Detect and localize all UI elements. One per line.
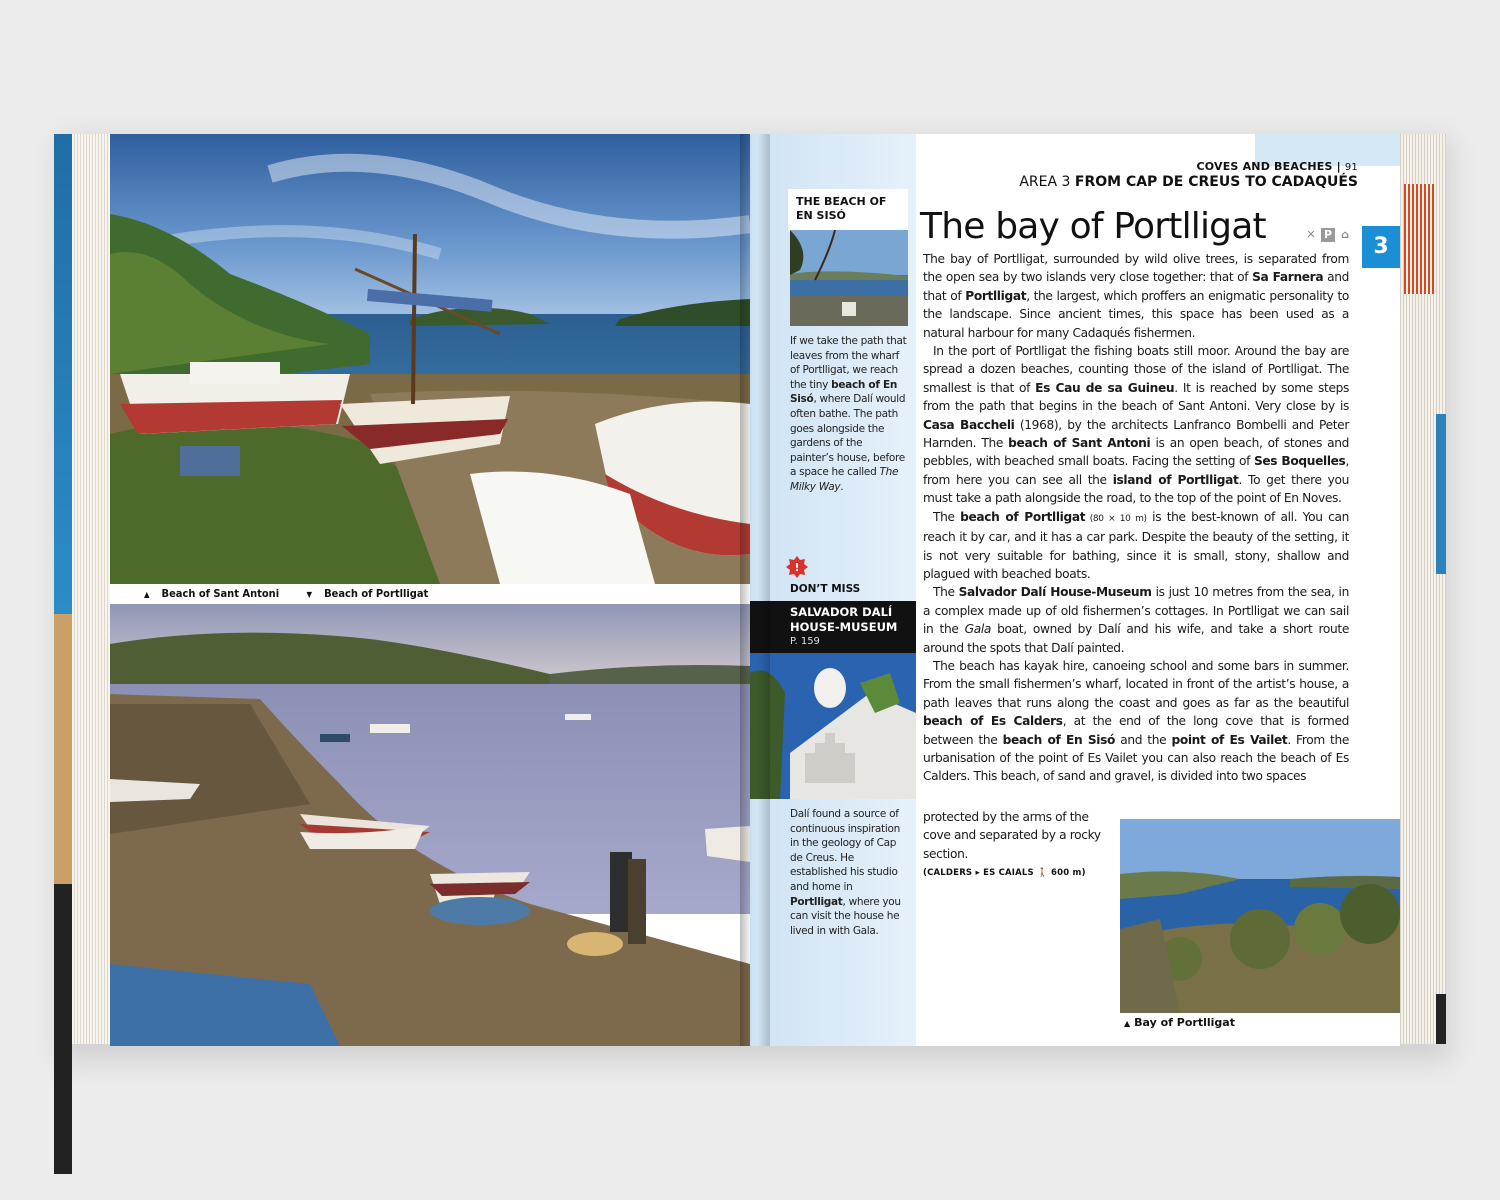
photo-beach-en-siso xyxy=(790,230,908,326)
paragraph-5: The beach has kayak hire, canoeing school and some bars in summer. From the small fishermen’s wharf, located in front of the artist’s house, a path leaves that runs along the coast and goes as far as the beautiful beach of Es Calders, at the end of the long cove that is formed between the beach of En Sisó and the point of Es Vailet. From the urbanisation of the point of Es Vailet you can also reach the beach of Es Calders. This beach, of sand and gravel, is divided into two spaces xyxy=(923,658,1349,784)
up-arrow-icon: ▲ xyxy=(1124,1019,1131,1028)
article-title: The bay of Portlligat xyxy=(920,206,1266,247)
running-header: COVES AND BEACHES | 91 AREA 3 FROM CAP DE CREUS TO CADAQUÉS xyxy=(1019,160,1358,190)
sidebar-note-en-siso: If we take the path that leaves from the wharf of Portlligat, we reach the tiny beach of En Sisó, where Dalí would often bathe. The path goes alongside the gardens of the painter’s house, before a space he called The Milky Way. xyxy=(790,335,907,493)
paragraph-2: In the port of Portlligat the fishing boats still moor. Around the bay are spread a dozen beaches, counting those of the island of Portlligat. The smallest is that of Es Cau de sa Guineu. It is reached by some steps from the path that begins in the beach of Sant Antoni. Very close by is Casa Baccheli (1968), by the architects Lanfranco Bombelli and Peter Harnden. The beach of Sant Antoni is an open beach, of stones and pebbles, with beached small boats. Facing the setting of Ses Boquelles, from here you can see all the island of Portlligat. To get there you must take a path alongside the road, to the top of the point of En Noves. xyxy=(923,344,1350,506)
sidebar-box-title: THE BEACH OF EN SISÓ xyxy=(788,189,908,231)
caption-portlligat: ▼ Beach of Portlligat xyxy=(306,587,429,600)
paragraph-3: The beach of Portlligat (80 × 10 m) is the best-known of all. You can reach it by car, and it has a car park. Despite the beauty of the setting, it is not very suitable for bathing, since it is small, stony, shallow and plagued with beached boats. xyxy=(923,509,1349,581)
dont-miss-title-1: SALVADOR DALÍ xyxy=(790,605,893,619)
svg-text:!: ! xyxy=(794,561,800,574)
page-edges-right xyxy=(1398,134,1446,1044)
left-page xyxy=(110,134,750,1046)
walking-icon: 🚶 xyxy=(1037,868,1048,878)
paragraph-5-tail: protected by the arms of the cove and separated by a rocky section. xyxy=(923,810,1101,861)
sidebar xyxy=(750,134,916,1046)
dont-miss-title-2: HOUSE-MUSEUM xyxy=(790,620,898,634)
area-title: FROM CAP DE CREUS TO CADAQUÉS xyxy=(1074,174,1358,190)
sidebar-note-dali: Dalí found a source of continuous inspiration in the geology of Cap de Creus. He established his studio and home in Portlligat, where you can visit the house he lived in with Gala. xyxy=(790,808,901,937)
photo-bay-of-portlligat xyxy=(1120,819,1400,1013)
route-arrow-icon: ▸ xyxy=(975,868,980,878)
photo-beach-portlligat xyxy=(110,604,750,1046)
page-number: 91 xyxy=(1344,162,1358,173)
service-icons xyxy=(1304,228,1352,242)
dont-miss-page-ref: P. 159 xyxy=(790,636,820,647)
right-page xyxy=(750,134,1400,1046)
caption-bay-of-portlligat: ▲ Bay of Portlligat xyxy=(1124,1016,1235,1029)
section-name: COVES AND BEACHES xyxy=(1196,160,1333,173)
area-tab: 3 xyxy=(1362,226,1400,268)
down-arrow-icon: ▼ xyxy=(306,590,313,599)
photo-dali-house xyxy=(750,653,916,799)
left-captions xyxy=(110,584,750,604)
page-edges-left xyxy=(54,134,112,1044)
close-icon: ✕ xyxy=(1306,228,1316,241)
parking-icon: P xyxy=(1321,228,1335,242)
up-arrow-icon: ▲ xyxy=(144,590,150,599)
dont-miss-box xyxy=(750,601,916,653)
route-info: (CALDERS ▸ ES CAIALS 🚶 600 m) xyxy=(923,868,1086,878)
paragraph-1: The bay of Portlligat, surrounded by wild olive trees, is separated from the open sea by two islands very close together: that of Sa Farnera and that of Portlligat, the largest, which proffers an enigmatic personality to the landscape. Since ancient times, this space has been used as a natural harbour for many Cadaqués fishermen. xyxy=(923,252,1349,340)
dont-miss-badge-icon xyxy=(786,556,808,578)
area-prefix: AREA 3 xyxy=(1019,174,1071,190)
caption-sant-antoni: ▲ Beach of Sant Antoni xyxy=(144,587,280,600)
photo-beach-sant-antoni xyxy=(110,134,750,584)
article-body xyxy=(923,250,1349,786)
paragraph-4: The Salvador Dalí House-Museum is just 10 metres from the sea, in a complex made up of old fishermen’s cottages. In Portlligat we can sail in the Gala boat, owned by Dalí and his wife, and take a short route around the spots that Dalí painted. xyxy=(923,585,1349,655)
house-icon: ⌂ xyxy=(1341,228,1349,241)
dont-miss-label: DON’T MISS xyxy=(790,583,861,595)
book-gutter xyxy=(740,134,770,1046)
